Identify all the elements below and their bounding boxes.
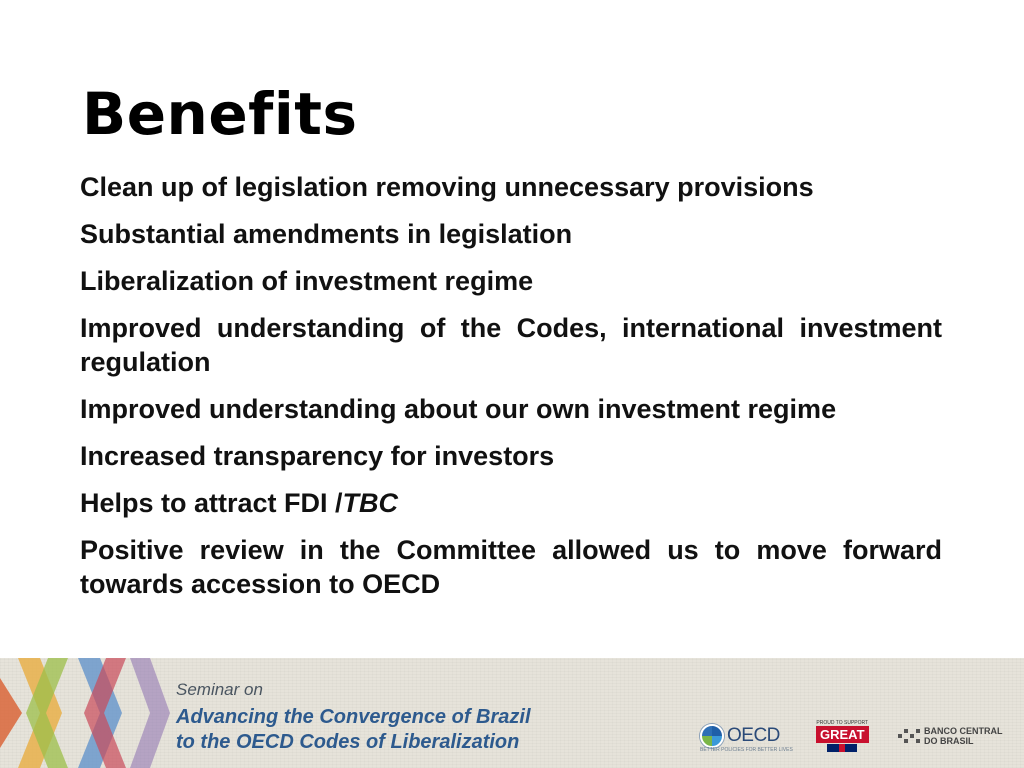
banco-line1: BANCO CENTRAL bbox=[924, 726, 1003, 736]
banco-central-mark-icon bbox=[898, 727, 920, 745]
oecd-logo bbox=[700, 724, 780, 748]
oecd-tagline: BETTER POLICIES FOR BETTER LIVES bbox=[700, 747, 793, 753]
bullet-item bbox=[80, 533, 942, 601]
bullet-item bbox=[80, 486, 942, 520]
great-top-text: PROUD TO SUPPORT bbox=[816, 720, 869, 726]
bullet-italic-tail: TBC bbox=[342, 488, 399, 518]
banco-central-logo bbox=[898, 726, 1003, 746]
banco-line2: DO BRASIL bbox=[924, 736, 974, 746]
great-logo-text: GREAT bbox=[816, 726, 869, 743]
seminar-title-line2: to the OECD Codes of Liberalization bbox=[176, 731, 520, 753]
bullet-text: Liberalization of investment regime bbox=[80, 266, 534, 296]
bullet-item bbox=[80, 439, 942, 473]
bullet-text: Substantial amendments in legislation bbox=[80, 219, 573, 249]
oecd-logo-text: OECD bbox=[727, 725, 780, 746]
bullet-text: Improved understanding about our own investment regime bbox=[80, 394, 837, 424]
bullet-item bbox=[80, 264, 942, 298]
bullet-text: Helps to attract FDI / bbox=[80, 488, 343, 518]
bullet-item bbox=[80, 311, 942, 379]
decorative-pattern bbox=[0, 658, 170, 768]
slide-title: Benefits bbox=[82, 80, 358, 148]
oecd-globe-icon bbox=[700, 724, 724, 748]
bullet-list bbox=[80, 170, 942, 614]
union-flag-icon bbox=[827, 744, 857, 752]
bullet-text: Increased transparency for investors bbox=[80, 441, 555, 471]
bullet-text: Clean up of legislation removing unnecessary provisions bbox=[80, 172, 814, 202]
footer-banner bbox=[0, 658, 1024, 768]
bullet-text: Improved understanding of the Codes, international investment regulation bbox=[80, 313, 942, 377]
banco-central-text bbox=[924, 726, 1003, 746]
bullet-item bbox=[80, 170, 942, 204]
bullet-item bbox=[80, 217, 942, 251]
seminar-label: Seminar on bbox=[176, 680, 263, 699]
bullet-item bbox=[80, 392, 942, 426]
great-logo bbox=[816, 720, 869, 752]
bullet-text: Positive review in the Committee allowed us to move forward towards accession to OECD bbox=[80, 535, 942, 599]
seminar-title-line1: Advancing the Convergence of Brazil bbox=[176, 706, 531, 728]
